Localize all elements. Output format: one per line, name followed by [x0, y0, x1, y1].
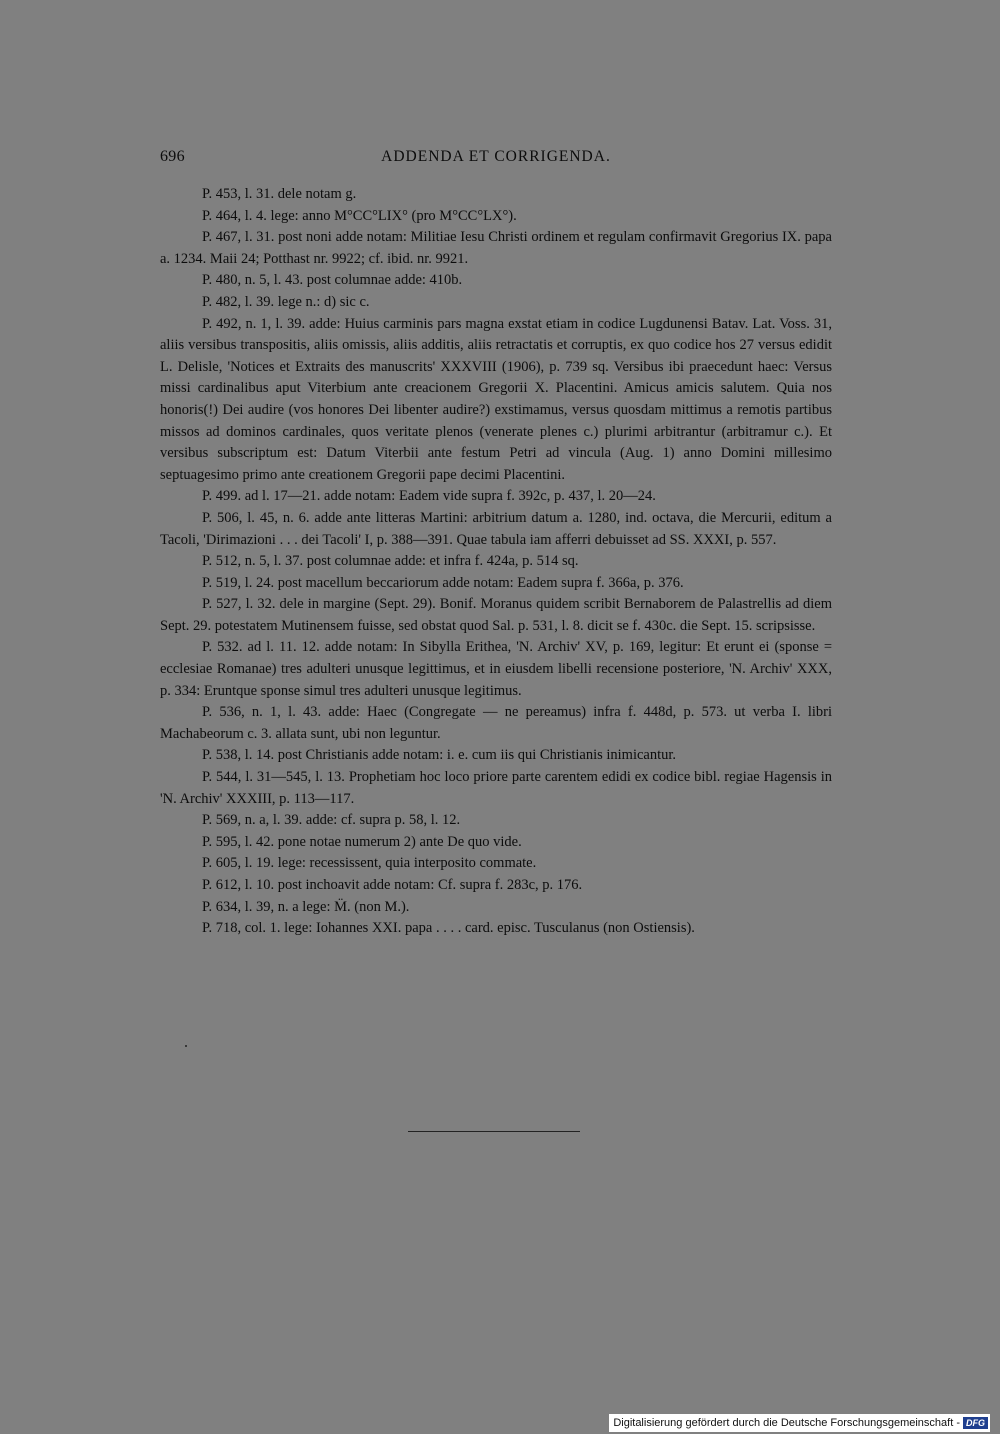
errata-list — [160, 184, 832, 940]
errata-entry: P. 467, l. 31. post noni adde notam: Militiae Iesu Christi ordinem et regulam confirmavit Gregorius IX. papa a. 1234. Maii 24; Potthast nr. 9922; cf. ibid. nr. 9921. — [160, 229, 832, 267]
errata-entry: P. 595, l. 42. pone notae numerum 2) ante De quo vide. — [202, 833, 522, 850]
errata-entry: P. 605, l. 19. lege: recessissent, quia interposito commate. — [202, 855, 537, 872]
errata-entry: P. 538, l. 14. post Christianis adde notam: i. e. cum iis qui Christianis inimicantur. — [202, 747, 677, 764]
margin-mark — [185, 1045, 187, 1047]
errata-entry: P. 527, l. 32. dele in margine (Sept. 29). Bonif. Moranus quidem scribit Bernaborem de Palastrellis ad diem Sept. 29. potestatem Mutinensem fuisse, sed obstat quod Sal. p. 531, l. 8. dicit se f. 430c. die Sept. 15. scripsisse. — [160, 596, 832, 634]
errata-entry: P. 519, l. 24. post macellum beccariorum adde notam: Eadem supra f. 366a, p. 376. — [202, 574, 684, 591]
page-number: 696 — [160, 148, 185, 165]
errata-entry: P. 512, n. 5, l. 37. post columnae adde: et infra f. 424a, p. 514 sq. — [202, 553, 579, 570]
errata-entry: P. 492, n. 1, l. 39. adde: Huius carminis pars magna exstat etiam in codice Lugdunensi Batav. Lat. Voss. 31, aliis versibus transpositis, aliis omissis, aliis additis, aliis retractatis et corruptis, ex quo codice hos 27 versus edidit L. Delisle, 'Notices et Extraits des manuscrits' XXXVIII (1906), p. 739 sq. Versibus ibi praecedunt haec: Versus missi cardinalibus aput Viterbium ante creacionem Gregorii X. Placentini. Amicus amicis salutem. Quia nos honoris(!) Dei audire (vos honores Dei libenter audire?) exstimamus, versus quosdam mittimus a remotis partibus missos ad dominos cardinales, quos veritate plenos (venerate plenes c.) plurimi arbitrantur (arbitramur c.). Et versibus subscriptum est: Datum Viterbii ante festum Petri ad vincula (Aug. 1) anno Domini millesimo septuagesimo primo ante creationem Gregorii pape decimi Placentini. — [160, 315, 832, 483]
funding-footer — [609, 1414, 990, 1432]
errata-entry: P. 612, l. 10. post inchoavit adde notam: Cf. supra f. 283c, p. 176. — [202, 877, 583, 893]
errata-entry: P. 532. ad l. 11. 12. adde notam: In Sibylla Erithea, 'N. Archiv' XV, p. 169, legitur: Et erunt ei (sponse = ecclesiae Romanae) tres adulteri unusque legittimus, et in eiusdem libelli recensione posteriore, 'N. Archiv' XXX, p. 334: Eruntque sponse simul tres adulteri unusque legitimus. — [160, 639, 832, 699]
errata-entry: P. 499. ad l. 17—21. adde notam: Eadem vide supra f. 392c, p. 437, l. 20—24. — [202, 488, 656, 505]
errata-entry: P. 480, n. 5, l. 43. post columnae adde: 410b. — [202, 272, 463, 289]
errata-entry: P. 536, n. 1, l. 43. adde: Haec (Congregate — ne pereamus) infra f. 448d, p. 573. ut verba I. libri Machabeorum c. 3. allata sunt, ubi non leguntur. — [160, 704, 832, 742]
errata-entry: P. 506, l. 45, n. 6. adde ante litteras Martini: arbitrium datum a. 1280, ind. octava, die Mercurii, editum a Tacoli, 'Dirimazioni . . . dei Tacoli' I, p. 388—391. Quae tabula iam afferri debuisset ad SS. XXXI, p. 557. — [160, 509, 832, 548]
errata-entry: P. 569, n. a, l. 39. adde: cf. supra p. 58, l. 12. — [202, 812, 461, 829]
errata-entry: P. 453, l. 31. dele notam g. — [202, 186, 357, 202]
footer-text: Digitalisierung gefördert durch die Deutsche Forschungsgemeinschaft - — [613, 1417, 960, 1429]
errata-entry: P. 634, l. 39, n. a lege: M̈. (non M.). — [202, 898, 410, 915]
errata-entry: P. 464, l. 4. lege: anno M°CC°LIX° (pro M°CC°LX°). — [202, 207, 517, 224]
dfg-logo-icon: DFG — [963, 1417, 988, 1429]
errata-entry: P. 482, l. 39. lege n.: d) sic c. — [202, 293, 370, 310]
page-header — [160, 148, 832, 170]
errata-entry: P. 718, col. 1. lege: Iohannes XXI. papa . . . . card. episc. Tusculanus (non Ostiensis). — [202, 920, 695, 937]
end-rule — [408, 1131, 580, 1132]
running-title: ADDENDA ET CORRIGENDA. — [381, 148, 611, 165]
errata-entry: P. 544, l. 31—545, l. 13. Prophetiam hoc loco priore parte carentem edidi ex codice bibl. regiae Hagensis in 'N. Archiv' XXXIII, p. 113—117. — [160, 769, 832, 807]
